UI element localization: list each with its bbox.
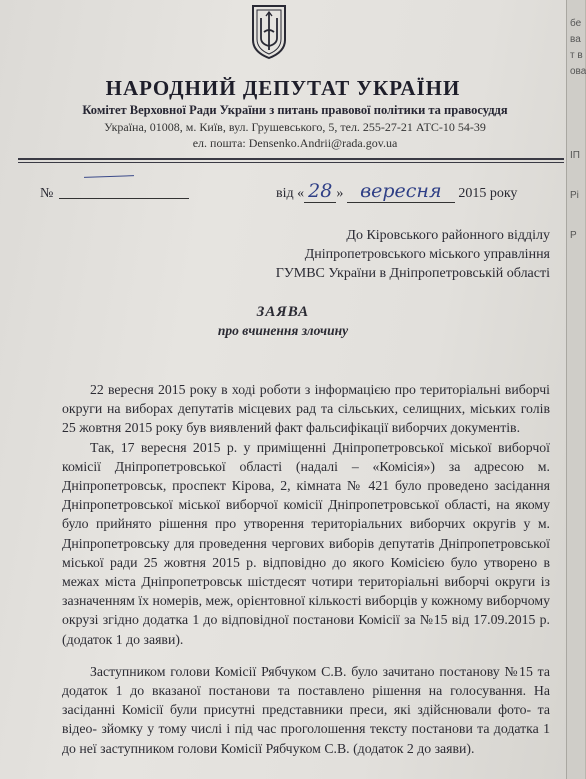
body-paragraph-2: Так, 17 вересня 2015 р. у приміщенні Дніпропетровської міської виборчої комісії Дніпропетровської області (надалі – «Комісія») за адресою м. Дніпропетровськ, проспект Кірова, 2, кімната № 421 було проведено засідання Дніпропетровської міської виборчої комісії Дніпропетровської області, на якому було прийнято рішення про утворення територіальних виборчих округів у м. Дніпропетровську для проведення чергових виборів депутатів Дніпропетровської міської ради 25 жовтня 2015 р. відповідно до якого Комісією було утворено в межах міста Дніпропетровськ шістдесят чотири територіальні виборчі округи із зазначенням їх номерів, меж, орієнтовної кількості виборців у кожному виборчому окрузі згідно додатка 1 до відповідної постанови Комісії за №15 від 17.09.2015 р. (додаток 1 до заяви).	[62, 439, 550, 647]
document-body	[62, 380, 550, 758]
date-year: 2015 року	[458, 186, 518, 201]
trident-coat-of-arms-icon	[249, 2, 289, 60]
adjacent-page-edge	[566, 0, 585, 779]
recipient-block	[250, 226, 550, 283]
header-title: НАРОДНИЙ ДЕПУТАТ УКРАЇНИ	[105, 76, 461, 100]
date-prefix: від	[276, 186, 294, 201]
edge-fragment: Р	[570, 230, 577, 241]
edge-fragment: т в	[570, 50, 583, 61]
address-line: Україна, 01008, м. Київ, вул. Грушевського, 5, тел. 255-27-21 АТС-10 54-39	[104, 120, 486, 134]
email-line: ел. пошта: Densenko.Andrii@rada.gov.ua	[192, 136, 398, 150]
handwritten-number-mark	[84, 175, 134, 178]
edge-fragment: Рі	[570, 190, 579, 201]
number-prefix: №	[40, 186, 54, 201]
number-blank	[59, 198, 189, 199]
edge-fragment: ІП	[570, 150, 580, 161]
header-divider	[18, 158, 564, 163]
recipient-line-2: Дніпропетровського міського управління	[304, 247, 550, 262]
edge-fragment: ва	[570, 34, 581, 45]
document-subtitle: про вчинення злочину	[217, 323, 349, 338]
body-paragraph-1: 22 вересня 2015 року в ході роботи з інформацією про територіальні виборчі округи на виборах депутатів місцевих рад та сільських, селищних, міських голів 25 жовтня 2015 року був виявлений факт фальсифікації виборчих документів.	[62, 382, 550, 436]
document-title: ЗАЯВА	[256, 304, 310, 320]
edge-fragment: ова	[570, 66, 586, 77]
committee-name: Комітет Верховної Ради України з питань правової політики та правосуддя	[82, 103, 508, 117]
edge-fragment: бе	[570, 18, 582, 29]
document-number	[40, 186, 189, 202]
date-day: 28	[308, 180, 333, 202]
document-date: від « 28 » вересня 2015 року	[276, 180, 518, 202]
recipient-line-1: До Кіровського районного відділу	[346, 228, 550, 243]
recipient-line-3: ГУМВС України в Дніпропетровській області	[275, 266, 550, 281]
date-month: вересня	[360, 180, 442, 202]
body-paragraph-3: Заступником голови Комісії Рябчуком С.В. було зачитано постанову №15 та додаток 1 до вказаної постанови та поставлено рішення на голосування. На засіданні Комісії були присутні представники преси, які здійснювали фото- та відео- зйомку у тому числі і під час проголошення тексту постанови та додатка 1 до неї заступником голови Комісії Рябчуком С.В. (додаток 2 до заяви).	[62, 663, 550, 756]
